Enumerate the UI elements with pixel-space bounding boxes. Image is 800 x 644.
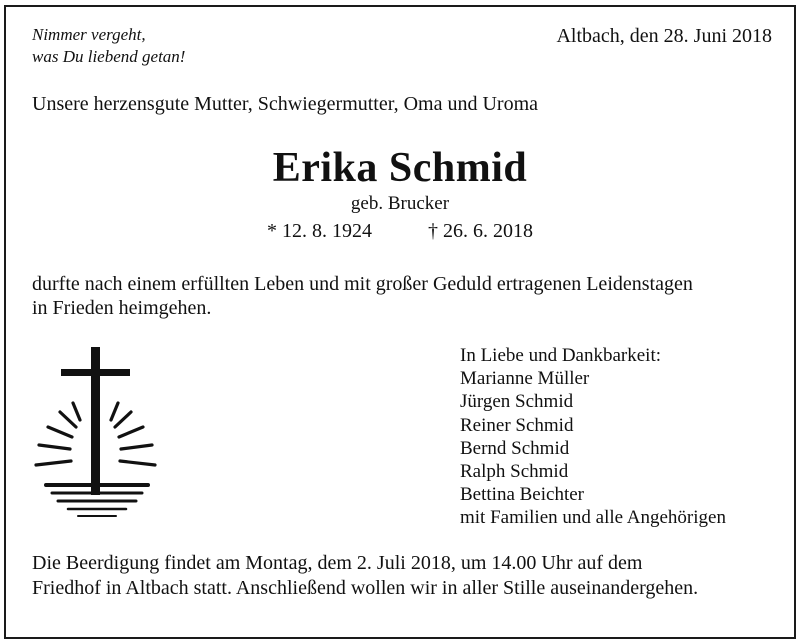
mourners-list <box>460 344 726 530</box>
place-date: Altbach, den 28. Juni 2018 <box>556 25 772 47</box>
message-line: in Frieden heimgehen. <box>32 297 212 319</box>
mourner-name: Marianne Müller <box>460 368 590 390</box>
cross-with-sunrise-icon <box>32 345 162 525</box>
death-date: † 26. 6. 2018 <box>428 220 533 242</box>
motto <box>32 24 185 68</box>
intro-text: Unsere herzensgute Mutter, Schwiegermutter, Oma und Uroma <box>32 93 539 115</box>
deceased-name: Erika Schmid <box>272 145 528 191</box>
message-text <box>32 272 693 320</box>
message-line: durfte nach einem erfüllten Leben und mit großer Geduld ertragenen Leidenstagen <box>32 273 693 295</box>
mourner-families: mit Familien und alle Angehörigen <box>460 507 726 529</box>
mourner-name: Jürgen Schmid <box>460 391 574 413</box>
motto-line: was Du liebend getan! <box>32 47 186 66</box>
mourner-name: Ralph Schmid <box>460 461 569 483</box>
mourners-heading: In Liebe und Dankbarkeit: <box>460 345 662 366</box>
mourner-name: Reiner Schmid <box>460 414 574 436</box>
birth-date: * 12. 8. 1924 <box>267 220 372 242</box>
funeral-line: Die Beerdigung findet am Montag, dem 2. Juli 2018, um 14.00 Uhr auf dem <box>32 552 643 574</box>
mourner-name: Bettina Beichter <box>460 484 584 506</box>
funeral-notice <box>32 551 698 601</box>
funeral-line: Friedhof in Altbach statt. Anschließend wollen wir in aller Stille auseinandergehen. <box>32 577 699 599</box>
life-dates <box>0 220 800 243</box>
mourner-name: Bernd Schmid <box>460 437 570 459</box>
motto-line: Nimmer vergeht, <box>32 25 146 44</box>
maiden-name: geb. Brucker <box>350 193 450 214</box>
